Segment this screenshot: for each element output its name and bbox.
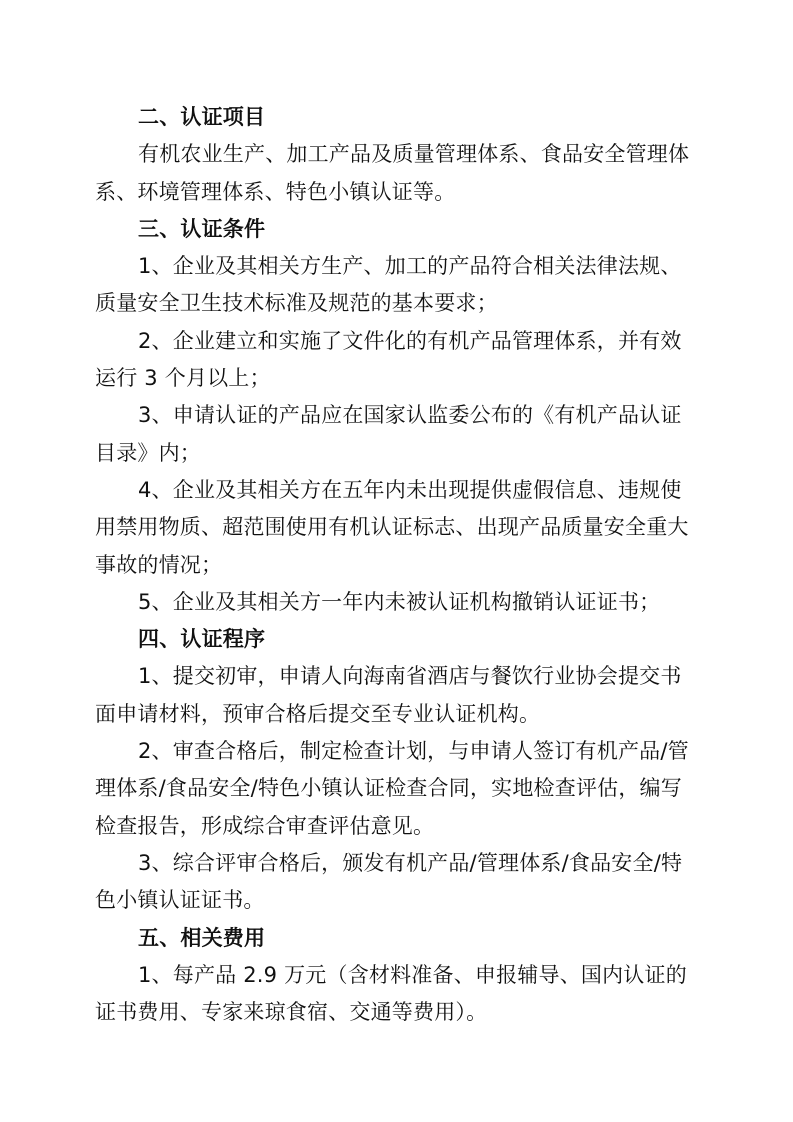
paragraph bbox=[95, 136, 705, 211]
paragraph-line: 理体系/食品安全/特色小镇认证检查合同，实地检查评估，编写 bbox=[95, 776, 682, 801]
paragraph bbox=[95, 957, 705, 1032]
paragraph-line: 目录》内； bbox=[95, 440, 201, 465]
section-heading: 五、相关费用 bbox=[138, 925, 266, 950]
paragraph-line: 1、每产品 2.9 万元（含材料准备、申报辅导、国内认证的 bbox=[138, 962, 687, 987]
paragraph bbox=[95, 397, 705, 472]
paragraph-line: 检查报告，形成综合审查评估意见。 bbox=[95, 813, 435, 838]
paragraph-line: 3、申请认证的产品应在国家认监委公布的《有机产品认证 bbox=[138, 403, 682, 428]
paragraph-line: 1、企业及其相关方生产、加工的产品符合相关法律法规、 bbox=[138, 254, 682, 279]
paragraph-line: 系、环境管理体系、特色小镇认证等。 bbox=[95, 179, 456, 204]
paragraph bbox=[95, 658, 705, 733]
paragraph-line: 3、综合评审合格后，颁发有机产品/管理体系/食品安全/特 bbox=[138, 850, 683, 875]
paragraph-line: 用禁用物质、超范围使用有机认证标志、出现产品质量安全重大 bbox=[95, 515, 689, 540]
paragraph bbox=[95, 733, 705, 845]
paragraph-line: 4、企业及其相关方在五年内未出现提供虚假信息、违规使 bbox=[138, 477, 682, 502]
paragraph-line: 2、企业建立和实施了文件化的有机产品管理体系，并有效 bbox=[138, 328, 682, 353]
paragraph-line: 质量安全卫生技术标准及规范的基本要求； bbox=[95, 291, 498, 316]
paragraph bbox=[95, 584, 705, 621]
paragraph-line: 2、审查合格后，制定检查计划，与申请人签订有机产品/管 bbox=[138, 739, 689, 764]
paragraph bbox=[95, 323, 705, 398]
paragraph-line: 事故的情况； bbox=[95, 552, 223, 577]
section-heading: 二、认证项目 bbox=[138, 105, 266, 129]
paragraph-line: 色小镇认证证书。 bbox=[95, 888, 265, 913]
section-heading: 四、认证程序 bbox=[138, 627, 266, 652]
paragraph-line: 面申请材料，预审合格后提交至专业认证机构。 bbox=[95, 701, 541, 726]
section-heading: 三、认证条件 bbox=[138, 216, 266, 241]
paragraph bbox=[95, 248, 705, 323]
paragraph-line: 证书费用、专家来琼食宿、交通等费用）。 bbox=[95, 1000, 488, 1025]
document-page bbox=[95, 99, 705, 1031]
paragraph bbox=[95, 472, 705, 584]
paragraph-line: 运行 3 个月以上； bbox=[95, 366, 271, 391]
paragraph-line: 1、提交初审，申请人向海南省酒店与餐饮行业协会提交书 bbox=[138, 664, 682, 689]
paragraph bbox=[95, 845, 705, 920]
paragraph-line: 5、企业及其相关方一年内未被认证机构撤销认证证书； bbox=[138, 589, 661, 614]
paragraph-line: 有机农业生产、加工产品及质量管理体系、食品安全管理体 bbox=[138, 142, 690, 167]
